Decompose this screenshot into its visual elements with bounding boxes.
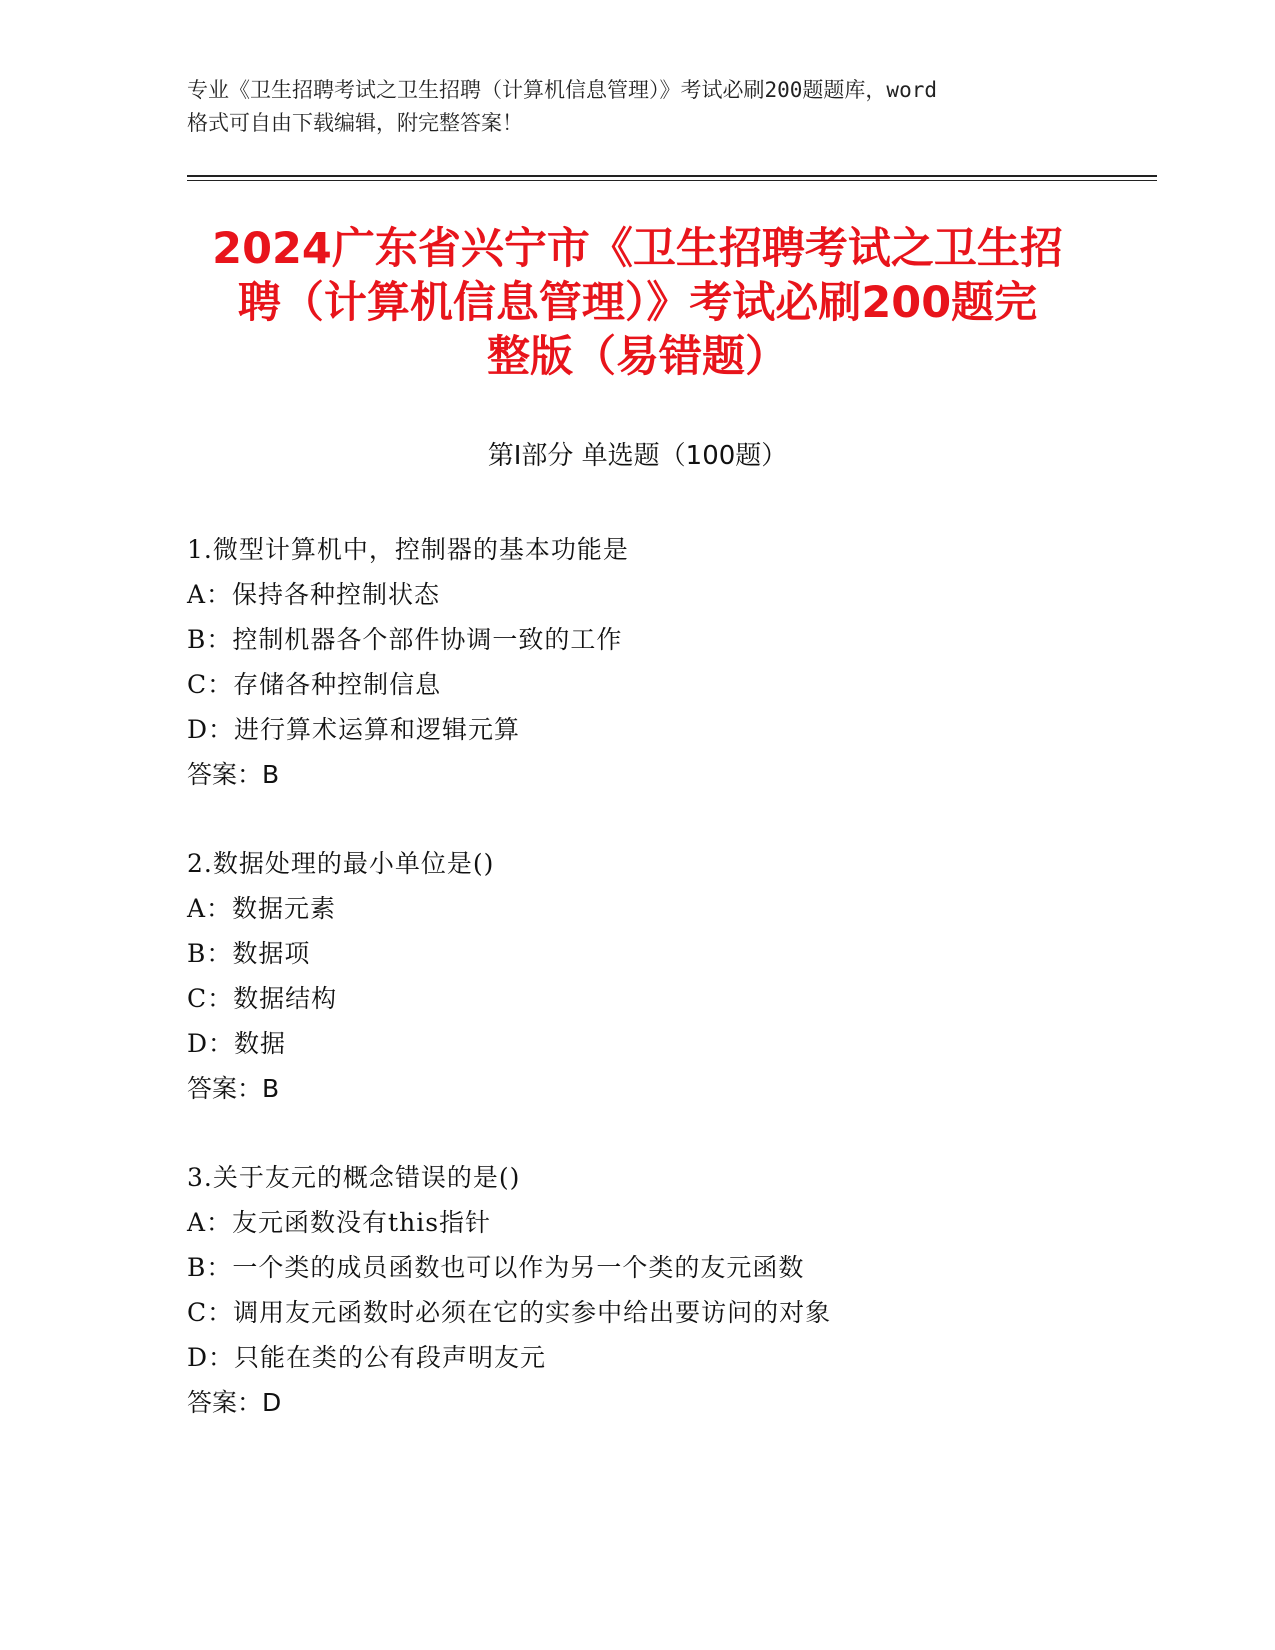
option-d: D：进行算术运算和逻辑元算 (187, 715, 521, 744)
answer-line: 答案：B (187, 1074, 280, 1103)
option-c: C：存储各种控制信息 (187, 670, 442, 699)
option-b: B：数据项 (187, 939, 311, 968)
option-a: A：数据元素 (187, 894, 337, 923)
option-b: B：一个类的成员函数也可以作为另一个类的友元函数 (187, 1253, 805, 1282)
document-title (150, 222, 1125, 384)
header-divider-thin (187, 180, 1157, 181)
answer-line: 答案：B (187, 760, 280, 789)
section-heading: 第Ⅰ部分 单选题（100题） (487, 441, 788, 471)
question-item (187, 841, 1127, 1111)
question-list (187, 527, 1127, 1469)
header-divider-thick (187, 175, 1157, 177)
question-stem: 2.数据处理的最小单位是() (187, 849, 495, 878)
question-stem: 1.微型计算机中，控制器的基本功能是 (187, 535, 629, 564)
title-line-1: 2024广东省兴宁市《卫生招聘考试之卫生招 (212, 224, 1063, 274)
option-d: D：数据 (187, 1029, 287, 1058)
question-stem: 3.关于友元的概念错误的是() (187, 1163, 521, 1192)
header-note-line-2: 格式可自由下载编辑，附完整答案！ (187, 111, 523, 135)
option-c: C：数据结构 (187, 984, 338, 1013)
question-item (187, 527, 1127, 797)
question-item (187, 1155, 1127, 1425)
header-note (187, 74, 1087, 140)
title-line-2: 聘（计算机信息管理）》考试必刷200题完 (237, 278, 1038, 328)
option-a: A：保持各种控制状态 (187, 580, 441, 609)
option-c: C：调用友元函数时必须在它的实参中给出要访问的对象 (187, 1298, 832, 1327)
title-line-3: 整版（易错题） (487, 332, 788, 382)
option-d: D：只能在类的公有段声明友元 (187, 1343, 547, 1372)
option-a: A：友元函数没有this指针 (187, 1208, 492, 1237)
answer-line: 答案：D (187, 1388, 282, 1417)
header-note-line-1: 专业《卫生招聘考试之卫生招聘（计算机信息管理）》考试必刷200题题库，word (187, 78, 937, 102)
option-b: B：控制机器各个部件协调一致的工作 (187, 625, 623, 654)
